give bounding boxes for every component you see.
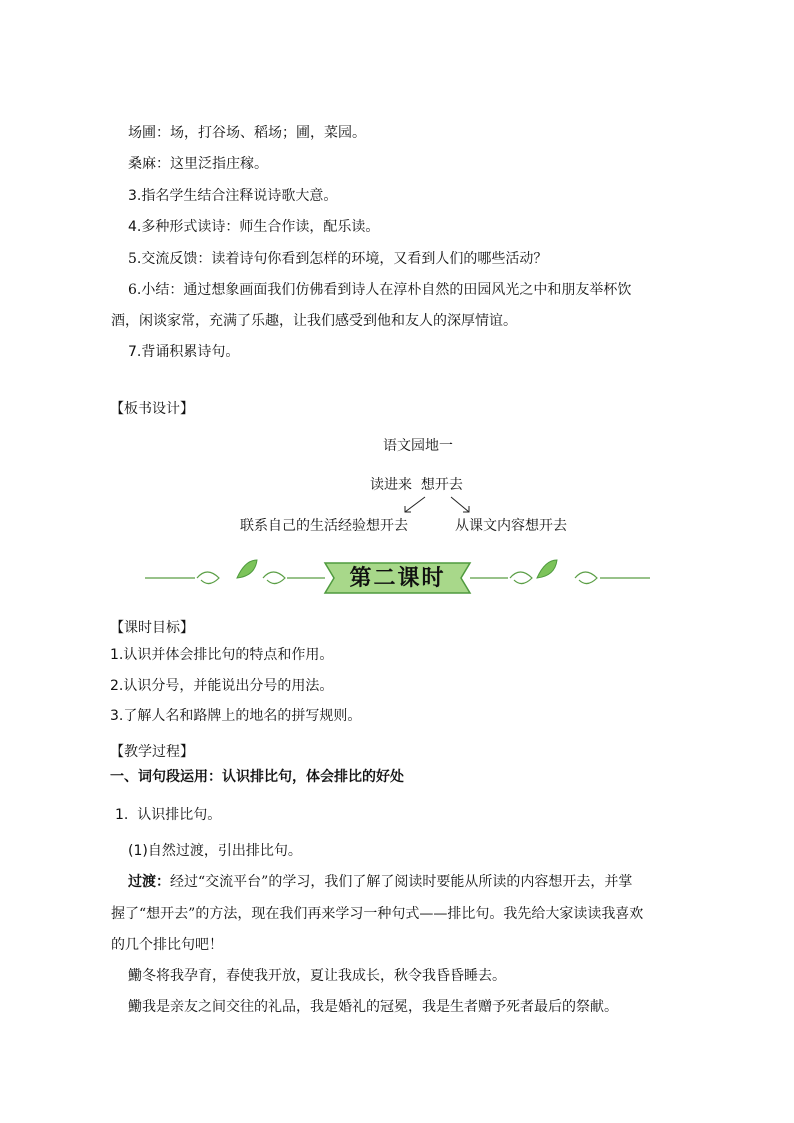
step-heading: 1. 认识排比句。 <box>115 807 222 823</box>
objective-item: 1.认识并体会排比句的特点和作用。 <box>110 647 334 663</box>
board-right-branch: 从课文内容想开去 <box>455 518 567 534</box>
board-title: 语文园地一 <box>383 438 453 454</box>
board-heading: 【板书设计】 <box>110 401 194 417</box>
process-heading: 【教学过程】 <box>110 744 194 760</box>
lesson-banner <box>145 557 650 599</box>
transition-paragraph: 握了“想开去”的方法，现在我们再来学习一种句式——排比句。我先给大家读读我喜欢 <box>111 906 644 922</box>
text-line: 5.交流反馈：读着诗句你看到怎样的环境，又看到人们的哪些活动？ <box>128 251 548 267</box>
text-line: 7.背诵积累诗句。 <box>128 344 240 360</box>
text-line: 桑麻：这里泛指庄稼。 <box>128 156 268 172</box>
board-middle: 读进来 想开去 <box>370 477 463 493</box>
text-line: 场圃：场，打谷场、稻场；圃，菜园。 <box>128 125 366 141</box>
text-line: 6.小结：通过想象画面我们仿佛看到诗人在淳朴自然的田园风光之中和朋友举杯饮 <box>128 282 632 298</box>
objective-item: 2.认识分号，并能说出分号的用法。 <box>110 678 334 694</box>
sub-step: (1)自然过渡，引出排比句。 <box>128 843 302 859</box>
example-sentence: 鰳冬将我孕育，春使我开放，夏让我成长，秋令我昏昏睡去。 <box>128 968 506 984</box>
transition-text: 经过“交流平台”的学习，我们了解了阅读时要能从所读的内容想开去，并掌 <box>170 874 633 890</box>
banner-title: 第二课时 <box>349 565 446 591</box>
transition-label: 过渡： <box>128 874 170 890</box>
transition-paragraph <box>128 873 632 891</box>
example-sentence: 鰳我是亲友之间交往的礼品，我是婚礼的冠冕，我是生者赠予死者最后的祭献。 <box>128 999 618 1015</box>
objective-item: 3.了解人名和路牌上的地名的拼写规则。 <box>110 708 362 724</box>
text-line: 4.多种形式读诗：师生合作读，配乐读。 <box>128 219 380 235</box>
branch-arrows <box>395 494 485 518</box>
board-left-branch: 联系自己的生活经验想开去 <box>240 518 408 534</box>
text-line: 酒，闲谈家常，充满了乐趣，让我们感受到他和友人的深厚情谊。 <box>111 313 517 329</box>
section-heading: 一、词句段运用：认识排比句，体会排比的好处 <box>110 769 404 785</box>
transition-paragraph: 的几个排比句吧！ <box>111 937 223 953</box>
objectives-heading: 【课时目标】 <box>110 620 194 636</box>
text-line: 3.指名学生结合注释说诗歌大意。 <box>128 188 338 204</box>
